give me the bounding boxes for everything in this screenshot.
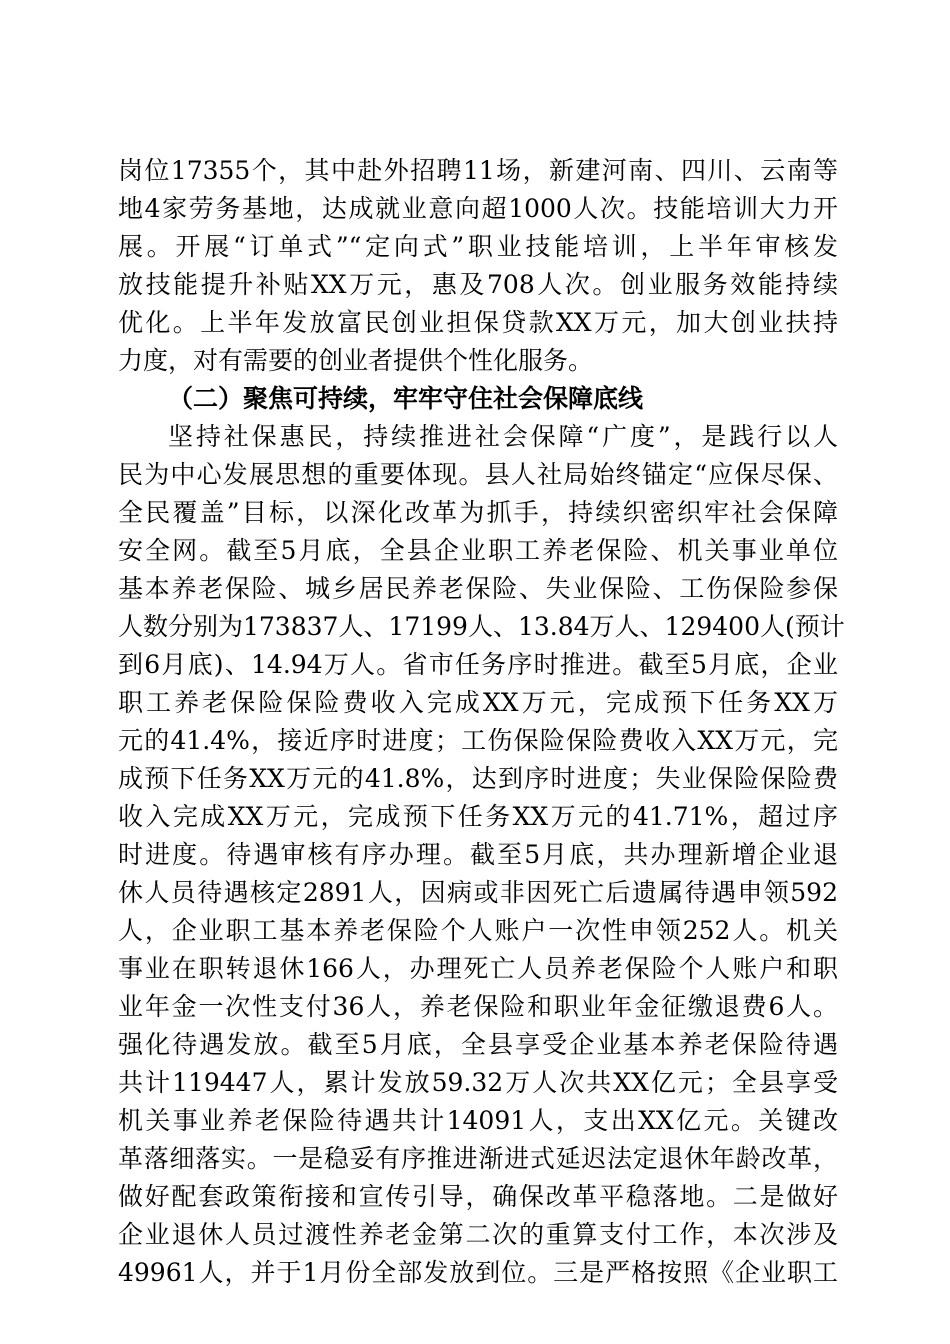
text-line: 元的41.4%，接近序时进度；工伤保险保险费收入XX万元，完 (118, 726, 838, 755)
text-line: 全民覆盖”目标，以深化改革为抓手，持续织密织牢社会保障 (118, 498, 838, 527)
text-line: 优化。上半年发放富民创业担保贷款XX万元，加大创业扶持 (118, 308, 838, 337)
text-line: 放技能提升补贴XX万元，惠及708人次。创业服务效能持续 (118, 270, 838, 299)
text-line: 人，企业职工基本养老保险个人账户一次性申领252人。机关 (118, 916, 838, 945)
text-line: 安全网。截至5月底，全县企业职工养老保险、机关事业单位 (118, 536, 838, 565)
text-line: 机关事业养老保险待遇共计14091人，支出XX亿元。关键改 (118, 1106, 838, 1135)
text-line: 49961人，并于1月份全部发放到位。三是严格按照《企业职工 (118, 1258, 838, 1287)
text-line: 职工养老保险保险费收入完成XX万元，完成预下任务XX万 (118, 688, 838, 717)
text-line: 岗位17355个，其中赴外招聘11场，新建河南、四川、云南等 (118, 156, 838, 185)
text-line: 做好配套政策衔接和宣传引导，确保改革平稳落地。二是做好 (118, 1182, 838, 1211)
text-line: 基本养老保险、城乡居民养老保险、失业保险、工伤保险参保 (118, 574, 838, 603)
text-line: 企业退休人员过渡性养老金第二次的重算支付工作，本次涉及 (118, 1220, 838, 1249)
text-line: 事业在职转退休166人，办理死亡人员养老保险个人账户和职 (118, 954, 838, 983)
text-line: 民为中心发展思想的重要体现。县人社局始终锚定“应保尽保、 (118, 460, 838, 489)
text-line: 人数分别为173837人、17199人、13.84万人、129400人(预计 (118, 612, 845, 641)
text-line: 休人员待遇核定2891人，因病或非因死亡后遗属待遇申领592 (118, 878, 838, 907)
section-heading: （二）聚焦可持续，牢牢守住社会保障底线 (168, 384, 644, 413)
text-line: 共计119447人，累计发放59.32万人次共XX亿元；全县享受 (118, 1068, 838, 1097)
text-line: 坚持社保惠民，持续推进社会保障“广度”，是践行以人 (168, 422, 838, 451)
text-line: 成预下任务XX万元的41.8%，达到序时进度；失业保险保险费 (118, 764, 838, 793)
text-line: 革落细落实。一是稳妥有序推进渐进式延迟法定退休年龄改革， (118, 1144, 838, 1173)
text-line: 收入完成XX万元，完成预下任务XX万元的41.71%，超过序 (118, 802, 838, 831)
text-line: 时进度。待遇审核有序办理。截至5月底，共办理新增企业退 (118, 840, 838, 869)
text-line: 到6月底)、14.94万人。省市任务序时推进。截至5月底，企业 (118, 650, 838, 679)
text-line: 业年金一次性支付36人，养老保险和职业年金征缴退费6人。 (118, 992, 838, 1021)
text-line: 强化待遇发放。截至5月底，全县享受企业基本养老保险待遇 (118, 1030, 838, 1059)
text-line: 力度，对有需要的创业者提供个性化服务。 (118, 346, 594, 375)
text-line: 展。开展“订单式”“定向式”职业技能培训，上半年审核发 (118, 232, 838, 261)
text-line: 地4家劳务基地，达成就业意向超1000人次。技能培训大力开 (118, 194, 838, 223)
